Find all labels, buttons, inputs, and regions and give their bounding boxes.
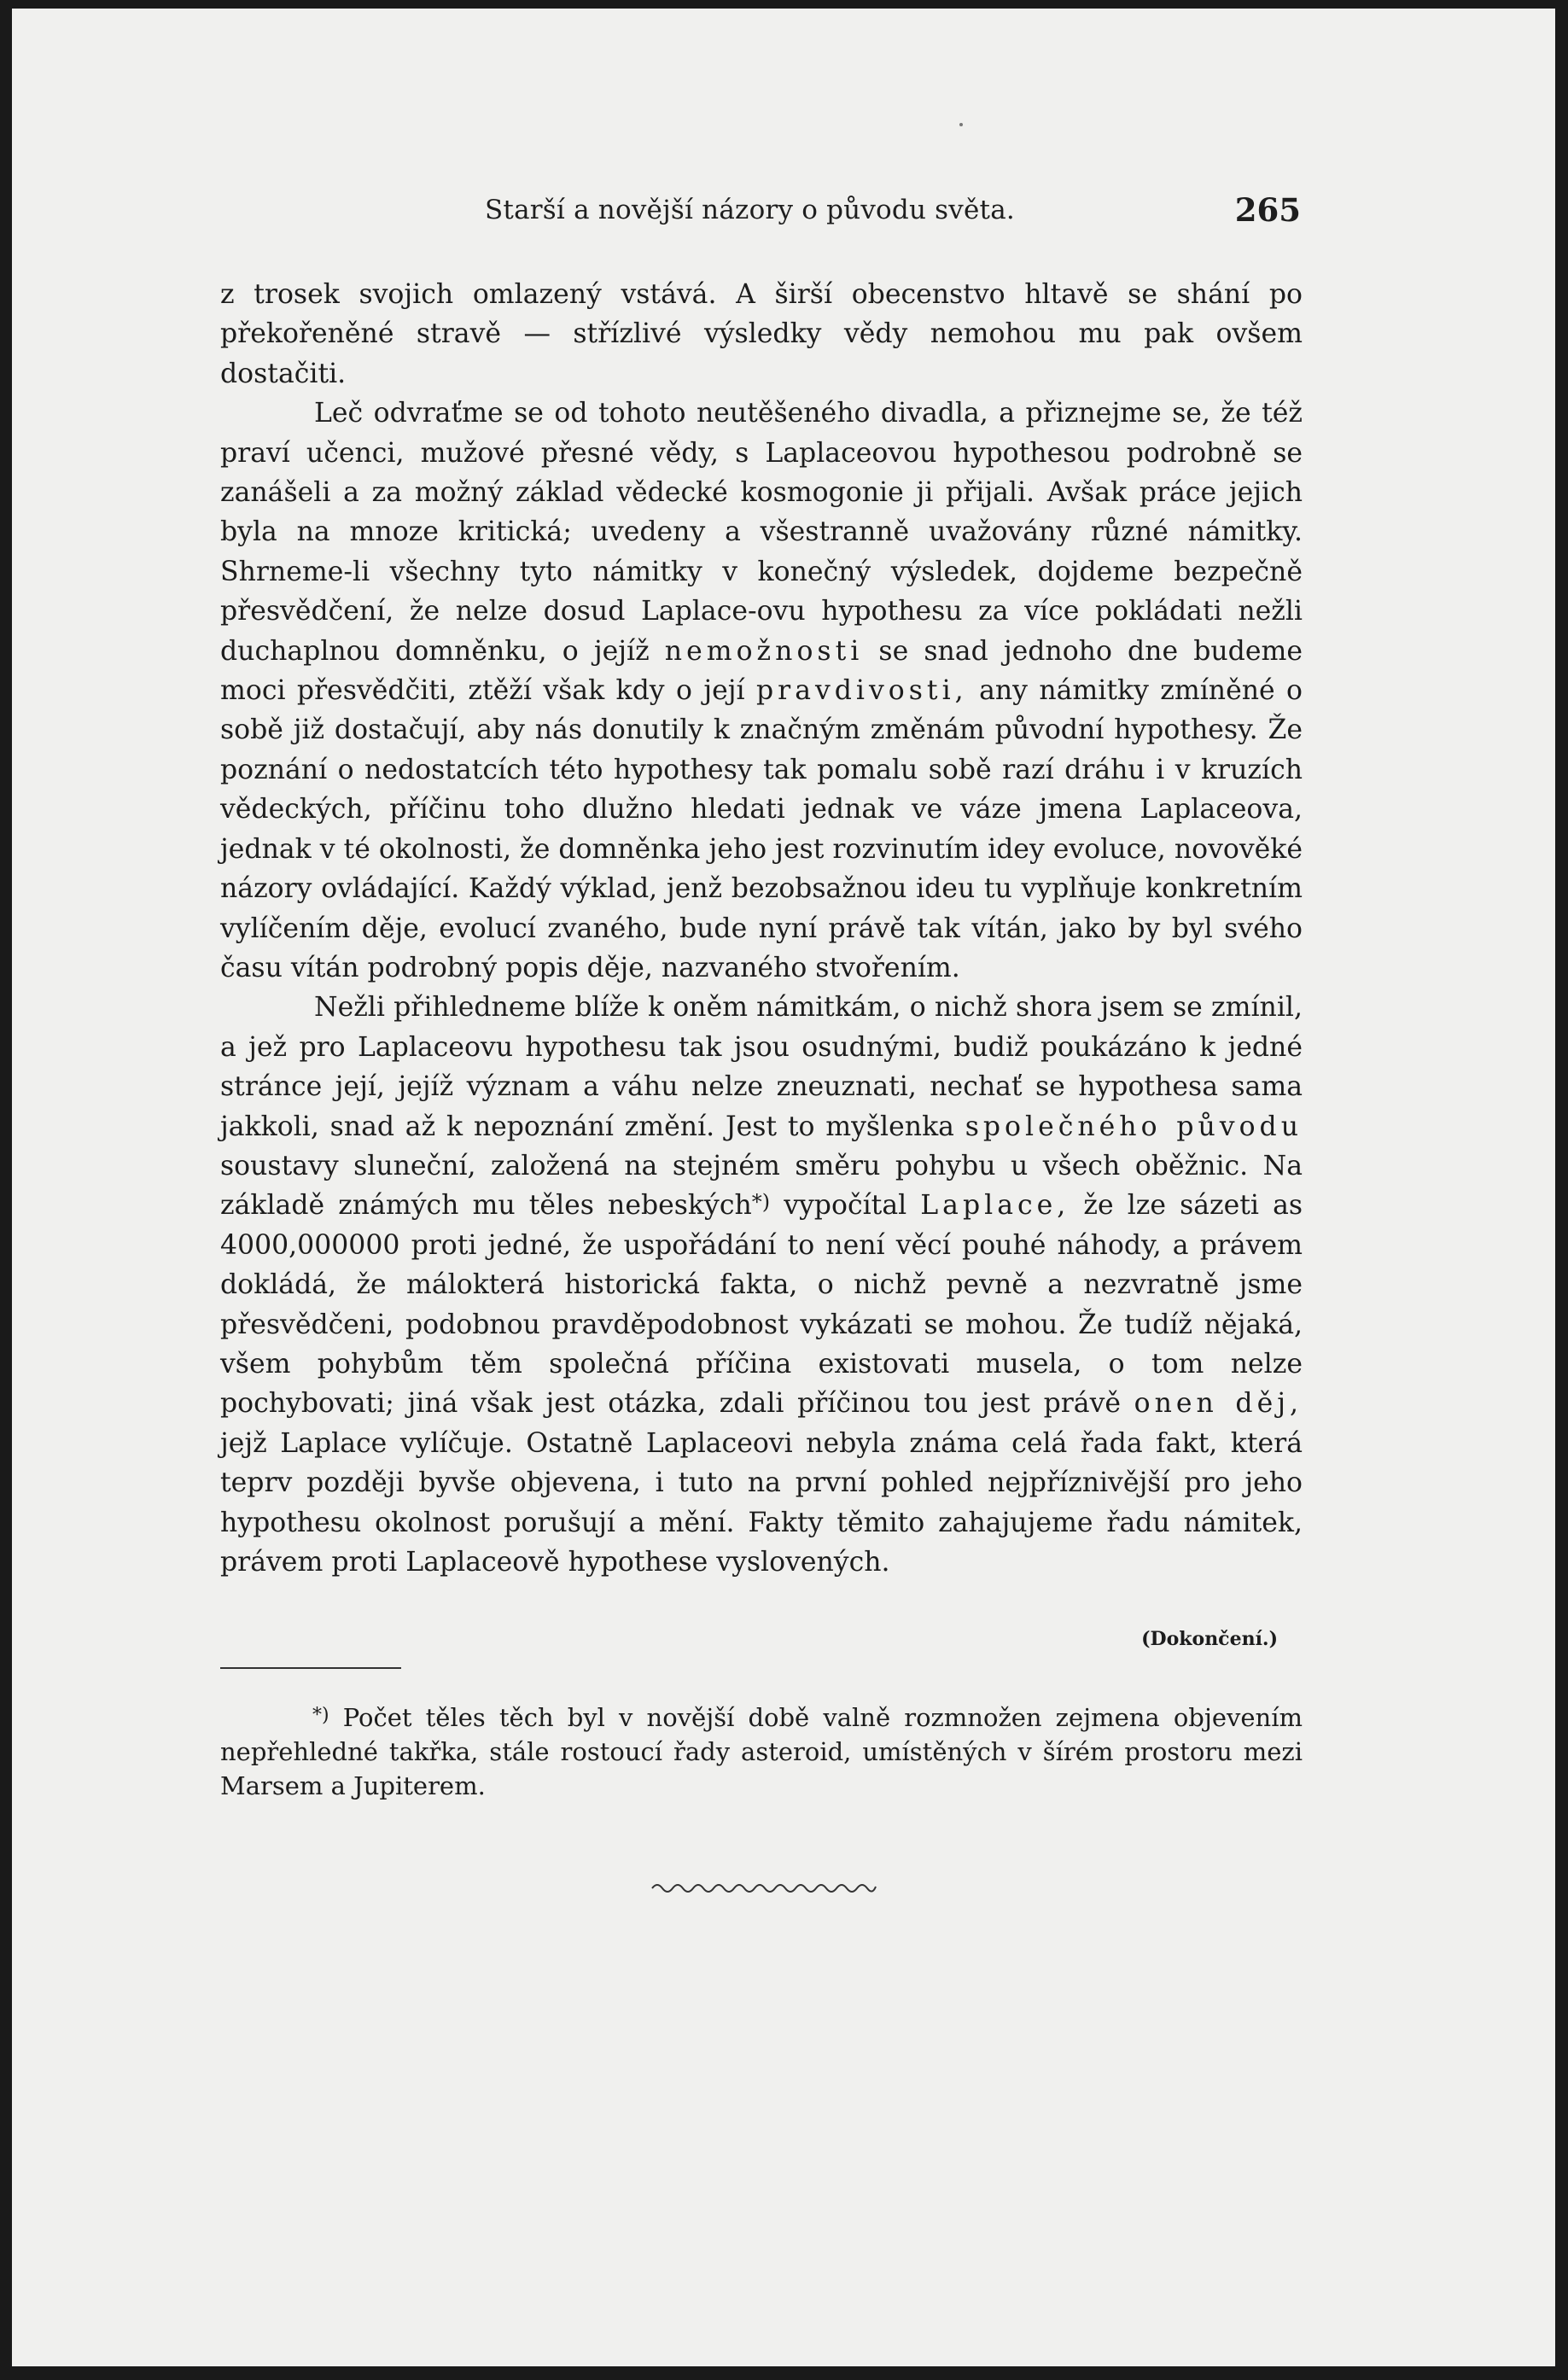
paragraph-2-text-c: any námitky zmíněné o sobě již dostačují, aby nás donutily k značným změnám původní hypothesy. Že poznání o nedostatcích této hypothesy tak pomalu sobě razí dráhu i v kruzích vědeckých, příčinu toho dlužno hledati jednak ve váze jmena Laplaceova, jednak v té okolnosti, že domněnka jeho jest rozvinutím idey evoluce, novověké názory ovládající. Každý výklad, jenž bezobsažnou ideu tu vyplňuje konkretním vylíčením děje, evolucí zvaného, bude nyní právě tak vítán, jako by byl svého času vítán podrobný popis děje, nazvaného stvořením. — [220, 675, 1303, 983]
spaced-phrase-onen-dej: onen děj, — [1134, 1388, 1303, 1420]
footnote — [220, 1700, 1303, 1803]
page-number: 265 — [1234, 191, 1301, 229]
scan-speck — [959, 123, 963, 126]
footnote-mark: *) — [312, 1705, 329, 1726]
paragraph-2-text-a: Leč odvraťme se od tohoto neutěšeného divadla, a přiznejme se, že též praví učenci, mužové přesné vědy, s Laplaceovou hypothesou podrobně se zanášeli a za možný základ vědecké kosmogonie ji přijali. Avšak práce jejich byla na mnoze kritická; uvedeny a všestranně uvažovány různé námitky. Shrneme-li všechny tyto námitky v konečný výsledek, dojdeme bezpečně přesvědčení, že nelze dosud Laplace-ovu hypothesu za více pokládati nežli duchaplnou domněnku, o jejíž — [220, 398, 1303, 667]
footnote-divider — [220, 1667, 401, 1669]
paragraph-2-text-b: se snad jednoho dne budeme moci přesvědčiti, ztěží však kdy o její — [220, 635, 1303, 707]
wavy-ornament-icon — [650, 1876, 877, 1897]
paragraph-3-text-d: že lze sázeti as 4000,000000 proti jedné, že uspořádání to není věcí pouhé náhody, a právem dokládá, že málokterá historická fakta, o nichž pevně a nezvratně jsme přesvědčeni, podobnou pravděpodobnost vykázati se mohou. Že tudíž nějaká, všem pohybům těm společná příčina existovati musela, o tom nelze pochybovati; jiná však jest otázka, zdali příčinou tou jest právě — [220, 1190, 1303, 1420]
main-text — [220, 275, 1303, 1582]
paragraph-2 — [220, 394, 1303, 988]
footnote-text: Počet těles těch byl v novější době valně rozmnožen zejmena objevením nepřehledné takřka, stále rostoucí řady asteroid, umístěných v šírém prostoru mezi Marsem a Jupiterem. — [220, 1703, 1303, 1800]
spaced-word-pravdivosti: pravdivosti, — [755, 675, 968, 707]
spaced-word-laplace: Laplace, — [920, 1190, 1070, 1222]
paragraph-3-text-e: jejž Laplace vylíčuje. Ostatně Laplaceovi nebyla známa celá řada fakt, která teprv později byvše objevena, i tuto na první pohled nejpříznivější pro jeho hypothesu okolnost porušují a mění. Fakty těmito zahajujeme řadu námitek, právem proti Laplaceově hypothese vyslovených. — [220, 1427, 1303, 1578]
book-page — [12, 9, 1555, 2366]
paragraph-3-text-b: soustavy sluneční, založená na stejném směru pohybu u všech oběžnic. Na základě známých mu těles nebeských — [220, 1150, 1303, 1222]
footnote-reference: *) — [751, 1190, 771, 1215]
paragraph-3 — [220, 988, 1303, 1582]
closing-note: (Dokončení.) — [1141, 1628, 1278, 1650]
paragraph-3-text-c: vypočítal — [784, 1190, 907, 1222]
paragraph-1-text: z trosek svojich omlazený vstává. A širší obecenstvo hltavě se shání po překořeněné stravě — střízlivé výsledky vědy nemohou mu pak ovšem dostačiti. — [220, 279, 1303, 389]
paragraph-3-text-a: Nežli přihledneme blíže k oněm námitkám, o nichž shora jsem se zmínil, a jež pro Laplaceovu hypothesu tak jsou osudnými, budiž poukázáno k jedné stránce její, jejíž význam a váhu nelze zneuznati, nechať se hypothesa sama jakkoli, snad až k nepoznání změní. Jest to myšlenka — [220, 992, 1303, 1142]
running-header — [220, 188, 1303, 236]
spaced-word-nemoznosti: nemožnosti — [664, 635, 864, 667]
paragraph-1 — [220, 275, 1303, 394]
header-title: Starší a novější názory o původu světa. — [485, 195, 1015, 225]
spaced-phrase-spolecneho-puvodu: společného původu — [965, 1111, 1303, 1142]
